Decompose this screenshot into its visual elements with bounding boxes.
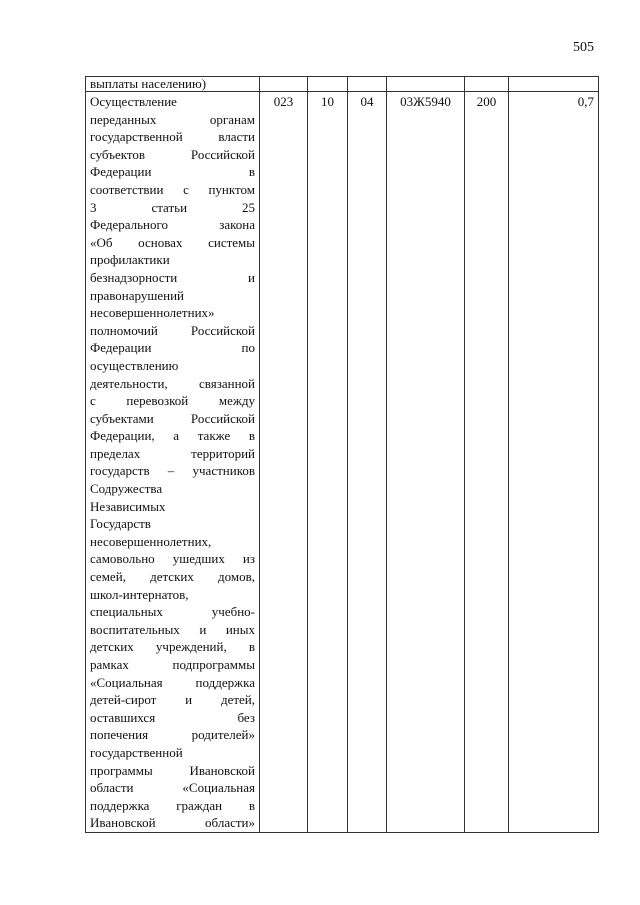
page-number: 505 bbox=[573, 40, 594, 55]
empty-cell bbox=[509, 77, 599, 92]
description-line: соответствии с пунктом bbox=[90, 181, 255, 197]
description-line: правонарушений bbox=[90, 287, 184, 303]
description-line: Независимых bbox=[90, 498, 166, 514]
description-line: безнадзорности и bbox=[90, 269, 255, 285]
description-line: Федерации в bbox=[90, 164, 255, 180]
budget-table bbox=[85, 76, 599, 833]
description-line: переданных органам bbox=[90, 111, 255, 127]
target-article-cell: 03Ж5940 bbox=[387, 92, 465, 833]
description-line: Федерации, а также в bbox=[90, 428, 255, 444]
description-line: государственной bbox=[90, 744, 183, 760]
ministry-code-cell: 023 bbox=[260, 92, 308, 833]
description-line: детских учреждений, в bbox=[90, 639, 255, 655]
description-line: специальных учебно- bbox=[90, 604, 255, 620]
description-line: области «Социальная bbox=[90, 780, 255, 796]
description-line: профилактики bbox=[90, 252, 170, 268]
description-line: рамках подпрограммы bbox=[90, 657, 255, 672]
description-line: детей-сирот и детей, bbox=[90, 692, 255, 708]
description-line: несовершеннолетних, bbox=[90, 533, 212, 549]
description-line: «Социальная поддержка bbox=[90, 674, 255, 690]
description-cell bbox=[86, 92, 260, 833]
empty-cell bbox=[308, 77, 348, 92]
description-line: пределах территорий bbox=[90, 445, 255, 461]
description-line: «Об основах системы bbox=[90, 234, 255, 250]
description-line: Осуществление bbox=[90, 94, 177, 109]
description-line: Федерального закона bbox=[90, 217, 255, 233]
description-line: оставшихся без bbox=[90, 709, 255, 725]
section-code-cell: 10 bbox=[308, 92, 348, 833]
continued-description-cell: выплаты населению) bbox=[86, 77, 260, 92]
description-line: воспитательных и иных bbox=[90, 621, 255, 637]
description-line: Содружества bbox=[90, 481, 163, 497]
expense-type-cell: 200 bbox=[465, 92, 509, 833]
description-line: самовольно ушедших из bbox=[90, 551, 255, 567]
description-line: с перевозкой между bbox=[90, 393, 255, 409]
description-line: субъектами Российской bbox=[90, 410, 255, 426]
description-line: программы Ивановской bbox=[90, 762, 255, 778]
subsection-code-cell: 04 bbox=[348, 92, 387, 833]
description-line: деятельности, связанной bbox=[90, 375, 255, 391]
description-line: 3 статьи 25 bbox=[90, 199, 255, 215]
empty-cell bbox=[465, 77, 509, 92]
description-line: осуществлению bbox=[90, 357, 179, 373]
description-line: Федерации по bbox=[90, 340, 255, 356]
description-line: государств – участников bbox=[90, 463, 255, 479]
empty-cell bbox=[348, 77, 387, 92]
description-line: школ-интернатов, bbox=[90, 586, 189, 602]
amount-cell: 0,7 bbox=[509, 92, 599, 833]
empty-cell bbox=[260, 77, 308, 92]
description-line: Ивановской области» bbox=[90, 815, 255, 831]
table-row-continued bbox=[86, 77, 599, 92]
description-line: Государств bbox=[90, 516, 151, 532]
description-line: полномочий Российской bbox=[90, 322, 255, 338]
description-line: семей, детских домов, bbox=[90, 569, 255, 585]
table-row-main bbox=[86, 92, 599, 833]
description-line: субъектов Российской bbox=[90, 146, 255, 162]
empty-cell bbox=[387, 77, 465, 92]
description-line: государственной власти bbox=[90, 129, 255, 145]
description-line: поддержка граждан в bbox=[90, 797, 255, 813]
description-line: попечения родителей» bbox=[90, 727, 255, 743]
description-line: несовершеннолетних» bbox=[90, 305, 215, 321]
